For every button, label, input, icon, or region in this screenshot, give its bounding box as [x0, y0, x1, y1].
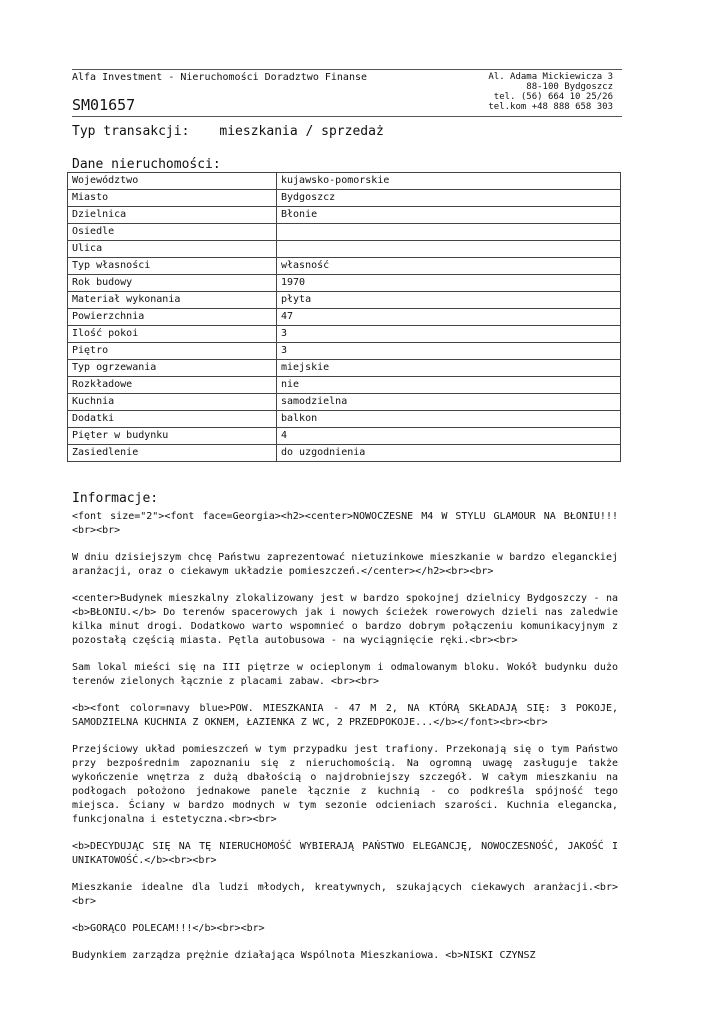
property-value: 4	[277, 428, 621, 445]
table-row	[68, 428, 621, 445]
info-paragraph: <center>Budynek mieszkalny zlokalizowany jest w bardzo spokojnej dzielnicy Bydgoszczy - na <b>BŁONIU.</b> Do terenów spacerowych jak i nowych ścieżek rowerowych dzieli nas zaledwie kilka minut drogi. Dodatkowo warto wspomnieć o bardzo dobrym połączeniu komunikacyjnym z pozostałą częścią miasta. Pętla autobusowa - na wyciągnięcie ręki.<br><br>	[72, 593, 618, 646]
property-value: balkon	[277, 411, 621, 428]
property-key: Zasiedlenie	[68, 445, 277, 462]
property-value: nie	[277, 377, 621, 394]
info-paragraph: <b><font color=navy blue>POW. MIESZKANIA - 47 M 2, NA KTÓRĄ SKŁADAJĄ SIĘ: 3 POKOJE, SAMODZIELNA KUCHNIA Z OKNEM, ŁAZIENKA Z WC, 2 PRZEDPOKOJE...</b></font><br><br>	[72, 703, 618, 728]
property-value: 3	[277, 343, 621, 360]
table-row	[68, 394, 621, 411]
info-paragraph: <b>GORĄCO POLECAM!!!</b><br><br>	[72, 923, 265, 934]
info-paragraph: Przejściowy układ pomieszczeń w tym przypadku jest trafiony. Przekonają się o tym Państwo przy bezpośrednim zapoznaniu się z nieruchomością. Na ogromną uwagę zasługuje także wykończenie wnętrza z dużą dbałością o najdrobniejszy szczegół. W całym mieszkaniu na podłogach położono jednakowe panele łącznie z kuchnią - co podkreśla spójność tego miejsca. Ściany w bardzo modnych w tym sezonie odcieniach szarości. Kuchnia elegancka, funkcjonalna i estetyczna.<br><br>	[72, 744, 618, 825]
property-key: Dodatki	[68, 411, 277, 428]
property-value: samodzielna	[277, 394, 621, 411]
header-top-rule	[72, 69, 622, 70]
info-paragraph: Mieszkanie idealne dla ludzi młodych, kreatywnych, szukających ciekawych aranżacji.<br><br>	[72, 882, 618, 907]
property-value: Błonie	[277, 207, 621, 224]
property-value: kujawsko-pomorskie	[277, 173, 621, 190]
info-paragraph: <font size="2"><font face=Georgia><h2><center>NOWOCZESNE M4 W STYLU GLAMOUR NA BŁONIU!!!<br><br>	[72, 511, 618, 536]
header-bottom-rule	[72, 116, 622, 117]
property-value	[277, 241, 621, 258]
table-row	[68, 309, 621, 326]
company-address	[488, 72, 613, 112]
table-row	[68, 445, 621, 462]
transaction-type	[72, 124, 384, 139]
info-description	[72, 510, 618, 976]
property-value: płyta	[277, 292, 621, 309]
transaction-value: mieszkania / sprzedaż	[219, 124, 384, 139]
table-row	[68, 377, 621, 394]
table-row	[68, 224, 621, 241]
property-value	[277, 224, 621, 241]
table-row	[68, 173, 621, 190]
address-line: tel.kom +48 888 658 303	[488, 102, 613, 112]
property-value: Bydgoszcz	[277, 190, 621, 207]
property-key: Materiał wykonania	[68, 292, 277, 309]
property-key: Osiedle	[68, 224, 277, 241]
property-value: 3	[277, 326, 621, 343]
property-key: Rozkładowe	[68, 377, 277, 394]
property-key: Rok budowy	[68, 275, 277, 292]
property-key: Dzielnica	[68, 207, 277, 224]
property-key: Typ ogrzewania	[68, 360, 277, 377]
property-table	[67, 172, 621, 462]
table-row	[68, 343, 621, 360]
info-section-title: Informacje:	[72, 491, 159, 506]
property-key: Pięter w budynku	[68, 428, 277, 445]
table-row	[68, 275, 621, 292]
table-row	[68, 411, 621, 428]
transaction-label: Typ transakcji:	[72, 124, 190, 139]
property-key: Ilość pokoi	[68, 326, 277, 343]
property-key: Miasto	[68, 190, 277, 207]
info-paragraph: W dniu dzisiejszym chcę Państwu zaprezentować nietuzinkowe mieszkanie w bardzo eleganckiej aranżacji, oraz o ciekawym układzie pomieszczeń.</center></h2><br><br>	[72, 552, 618, 577]
table-row	[68, 360, 621, 377]
property-value: 47	[277, 309, 621, 326]
address-line: Al. Adama Mickiewicza 3	[488, 72, 613, 82]
table-row	[68, 190, 621, 207]
property-value: do uzgodnienia	[277, 445, 621, 462]
property-key: Ulica	[68, 241, 277, 258]
property-key: Kuchnia	[68, 394, 277, 411]
table-row	[68, 258, 621, 275]
property-value: własność	[277, 258, 621, 275]
property-section-title: Dane nieruchomości:	[72, 157, 221, 172]
property-key: Województwo	[68, 173, 277, 190]
table-row	[68, 241, 621, 258]
info-paragraph: Budynkiem zarządza prężnie działająca Wspólnota Mieszkaniowa. <b>NISKI CZYNSZ	[72, 950, 536, 961]
property-value: miejskie	[277, 360, 621, 377]
property-key: Typ własności	[68, 258, 277, 275]
address-line: 88-100 Bydgoszcz	[526, 82, 613, 92]
company-name: Alfa Investment - Nieruchomości Doradztwo Finanse	[72, 72, 368, 83]
table-row	[68, 207, 621, 224]
info-paragraph: Sam lokal mieści się na III piętrze w ocieplonym i odmalowanym bloku. Wokół budynku dużo terenów zielonych łącznie z placami zabaw. <br><br>	[72, 662, 618, 687]
table-row	[68, 292, 621, 309]
address-line: tel. (56) 664 10 25/26	[493, 92, 613, 102]
property-key: Piętro	[68, 343, 277, 360]
property-value: 1970	[277, 275, 621, 292]
table-row	[68, 326, 621, 343]
property-key: Powierzchnia	[68, 309, 277, 326]
info-paragraph: <b>DECYDUJĄC SIĘ NA TĘ NIERUCHOMOŚĆ WYBIERAJĄ PAŃSTWO ELEGANCJĘ, NOWOCZESNOŚĆ, JAKOŚĆ I UNIKATOWOŚĆ.</b><br><br>	[72, 841, 618, 866]
reference-number: SM01657	[72, 96, 136, 114]
